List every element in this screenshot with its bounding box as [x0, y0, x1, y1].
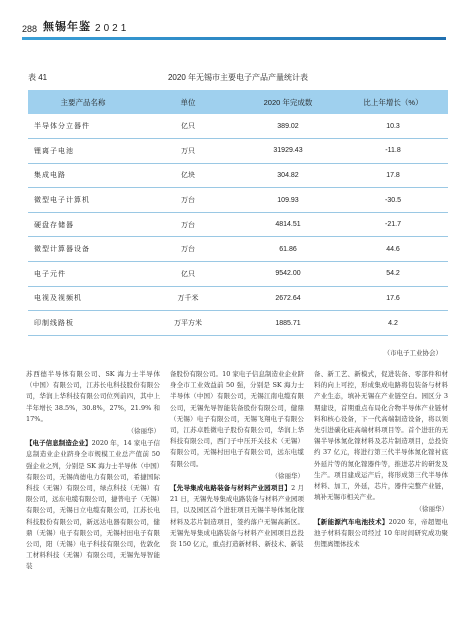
cell-growth: 17.8	[386, 171, 400, 179]
col-header-growth: 比上年增长（%）	[363, 97, 423, 107]
table-row	[28, 139, 448, 164]
yearbook-logo: 無锡年鉴	[43, 20, 92, 33]
page-number: 288	[22, 24, 38, 34]
paragraph-text: 2020 年，14 家电子信息制造业企业跻身全市规模工业总产值前 50 强企业之列，分别是 SK 海力士半导体（中国）有限公司，无锡尚德电力有限公司，希捷国际科技（无锡）有限公司，绿点科技（无锡）有限公司，远东电缆有限公司，捷普电子（无锡）有限公司，无锡日立电缆有限公司，江苏长电科技股份有限公司，新远达电器有限公司，健鼎（无锡）电子有限公司，无锡村田电子有限公司，阳（无锡）电子科技有限公司，佐敦化工材料科技（无锡）有限公司，无锡先导智能装	[26, 439, 161, 571]
table-row	[28, 262, 448, 287]
section-heading: 【电子信息制造企业】	[26, 439, 92, 448]
text-column-2	[170, 369, 304, 550]
table-row	[28, 237, 448, 262]
cell-product: 印制线路板	[34, 319, 74, 328]
paragraph: 备、新工艺、新模式，促进装备、零部件和材料的向上可控，形成集成电路将包装备与材料产业生态，填补无锡在产业链空白。园区分 3 期建设，首期重点布局化合物半导体产业链材料和核心设备，下一代高端制造设备，将以领先引进碳化硅高端材料项目等。首个进驻的无锡半导体氮化镓材料及芯片制造项目，总投资约 37 亿元，将进行第三代半导体氮化镓衬底外延片等的氮化镓器件等，推进芯片的研发及生产。项目建成运产后，将形成第三代半导体材料、加工，外延，芯片，器件完整产业链，填补无锡市相关产业。	[314, 370, 448, 502]
cell-unit: 万平方米	[174, 319, 202, 328]
paragraph	[26, 438, 160, 572]
table-caption	[28, 72, 448, 83]
cell-growth: -11.8	[385, 147, 401, 155]
cell-growth: -21.7	[385, 221, 401, 229]
table-title: 2020 年无锡市主要电子产品产量统计表	[167, 73, 309, 82]
cell-product: 微型电子计算机	[34, 196, 90, 205]
col-header-output: 2020 年完成数	[263, 97, 313, 107]
byline: （徐丽华）	[415, 505, 448, 514]
cell-product: 锂离子电池	[34, 146, 74, 155]
byline: （徐丽华）	[271, 471, 304, 480]
cell-output: 31929.43	[273, 147, 303, 155]
table-row	[28, 163, 448, 188]
cell-unit: 亿只	[181, 269, 195, 278]
cell-product: 微型计算器设备	[34, 245, 90, 254]
cell-product: 电子元件	[34, 269, 66, 278]
cell-unit: 万台	[181, 220, 195, 229]
cell-growth: -30.5	[385, 196, 401, 204]
table-row	[28, 212, 448, 237]
cell-output: 304.82	[277, 171, 299, 179]
table-row	[28, 311, 448, 336]
cell-growth: 4.2	[388, 319, 398, 327]
col-header-product: 主要产品名称	[60, 97, 106, 107]
cell-output: 1885.71	[275, 319, 301, 327]
table-row	[28, 114, 448, 139]
cell-product: 电视及视频机	[34, 294, 82, 303]
cell-output: 4814.51	[275, 221, 301, 229]
cell-unit: 亿只	[181, 122, 195, 131]
table-number: 表 41	[28, 73, 48, 82]
paragraph: 备股份有限公司。10 家电子信息制造业企业跻身全市工业效益前 50 强，分别是 SK 海力士半导体（中国）有限公司，无锡江南电缆有限公司，无锡先导智能装备股份有限公司，健鼎（无锡）电子有限公司，无锡飞翔电子有限公司，江苏卓胜微电子股份有限公司，华润上华科技有限公司，西门子中压开关技术（无锡）有限公司，无锡村田电子有限公司，远东电缆有限公司。	[170, 370, 304, 468]
production-table	[28, 90, 448, 336]
byline: （徐丽华）	[127, 427, 160, 436]
header-rule	[22, 37, 446, 40]
yearbook-year: 2021	[95, 23, 130, 34]
cell-growth: 54.2	[386, 270, 400, 278]
paragraph-text: 2020 年，帝超锂电池子材料有限公司经过 10 年时间研究成功聚焦锂离锂体技术	[314, 517, 449, 549]
cell-growth: 17.6	[386, 294, 400, 302]
cell-product: 硬盘存储器	[34, 220, 74, 229]
cell-growth: 44.6	[386, 245, 400, 253]
cell-unit: 万只	[181, 146, 195, 155]
section-heading: 【新能源汽车电池技术】	[314, 517, 389, 526]
text-column-1	[26, 369, 160, 573]
cell-output: 61.86	[279, 245, 297, 253]
cell-unit: 万千米	[177, 294, 199, 303]
cell-growth: 10.3	[386, 122, 400, 130]
paragraph-text: 2 月 21 日，无锡先导集成电路装备与材料产业园项目，以及园区首个进驻项目无锡半导体氮化镓材料及芯片制造项目，签约落户无锡高新区。无锡先导集成电路装备与材料产业园项目总投资 150 亿元，重点打造新材料、新技术、新装	[170, 484, 305, 549]
table-source: （市电子工业协会）	[383, 349, 442, 357]
section-heading: 【先导集成电路装备与材料产业园项目】	[170, 484, 292, 493]
cell-product: 半导体分立器件	[34, 122, 90, 131]
cell-output: 2672.64	[275, 294, 301, 302]
col-header-unit: 单位	[180, 97, 196, 107]
cell-output: 109.93	[277, 196, 299, 204]
paragraph: 苏西德半导体有限公司、SK 海力士半导体（中国）有限公司，江苏长电科技股份有限公司，华润上华科技有限公司位列前四，其中上半年增长 38.5%，30.8%，27%，21.9% 和 17%。	[26, 370, 160, 423]
cell-unit: 亿块	[181, 171, 195, 180]
text-column-3	[314, 369, 448, 550]
table-row	[28, 188, 448, 213]
table-header-row	[28, 90, 448, 114]
paragraph	[170, 483, 304, 550]
cell-output: 389.02	[277, 122, 299, 130]
cell-unit: 万台	[181, 245, 195, 254]
page-header	[22, 16, 129, 34]
table-row	[28, 286, 448, 311]
cell-unit: 万台	[181, 196, 195, 205]
cell-output: 9542.00	[275, 270, 301, 278]
cell-product: 集成电路	[34, 171, 66, 180]
paragraph	[314, 517, 448, 551]
